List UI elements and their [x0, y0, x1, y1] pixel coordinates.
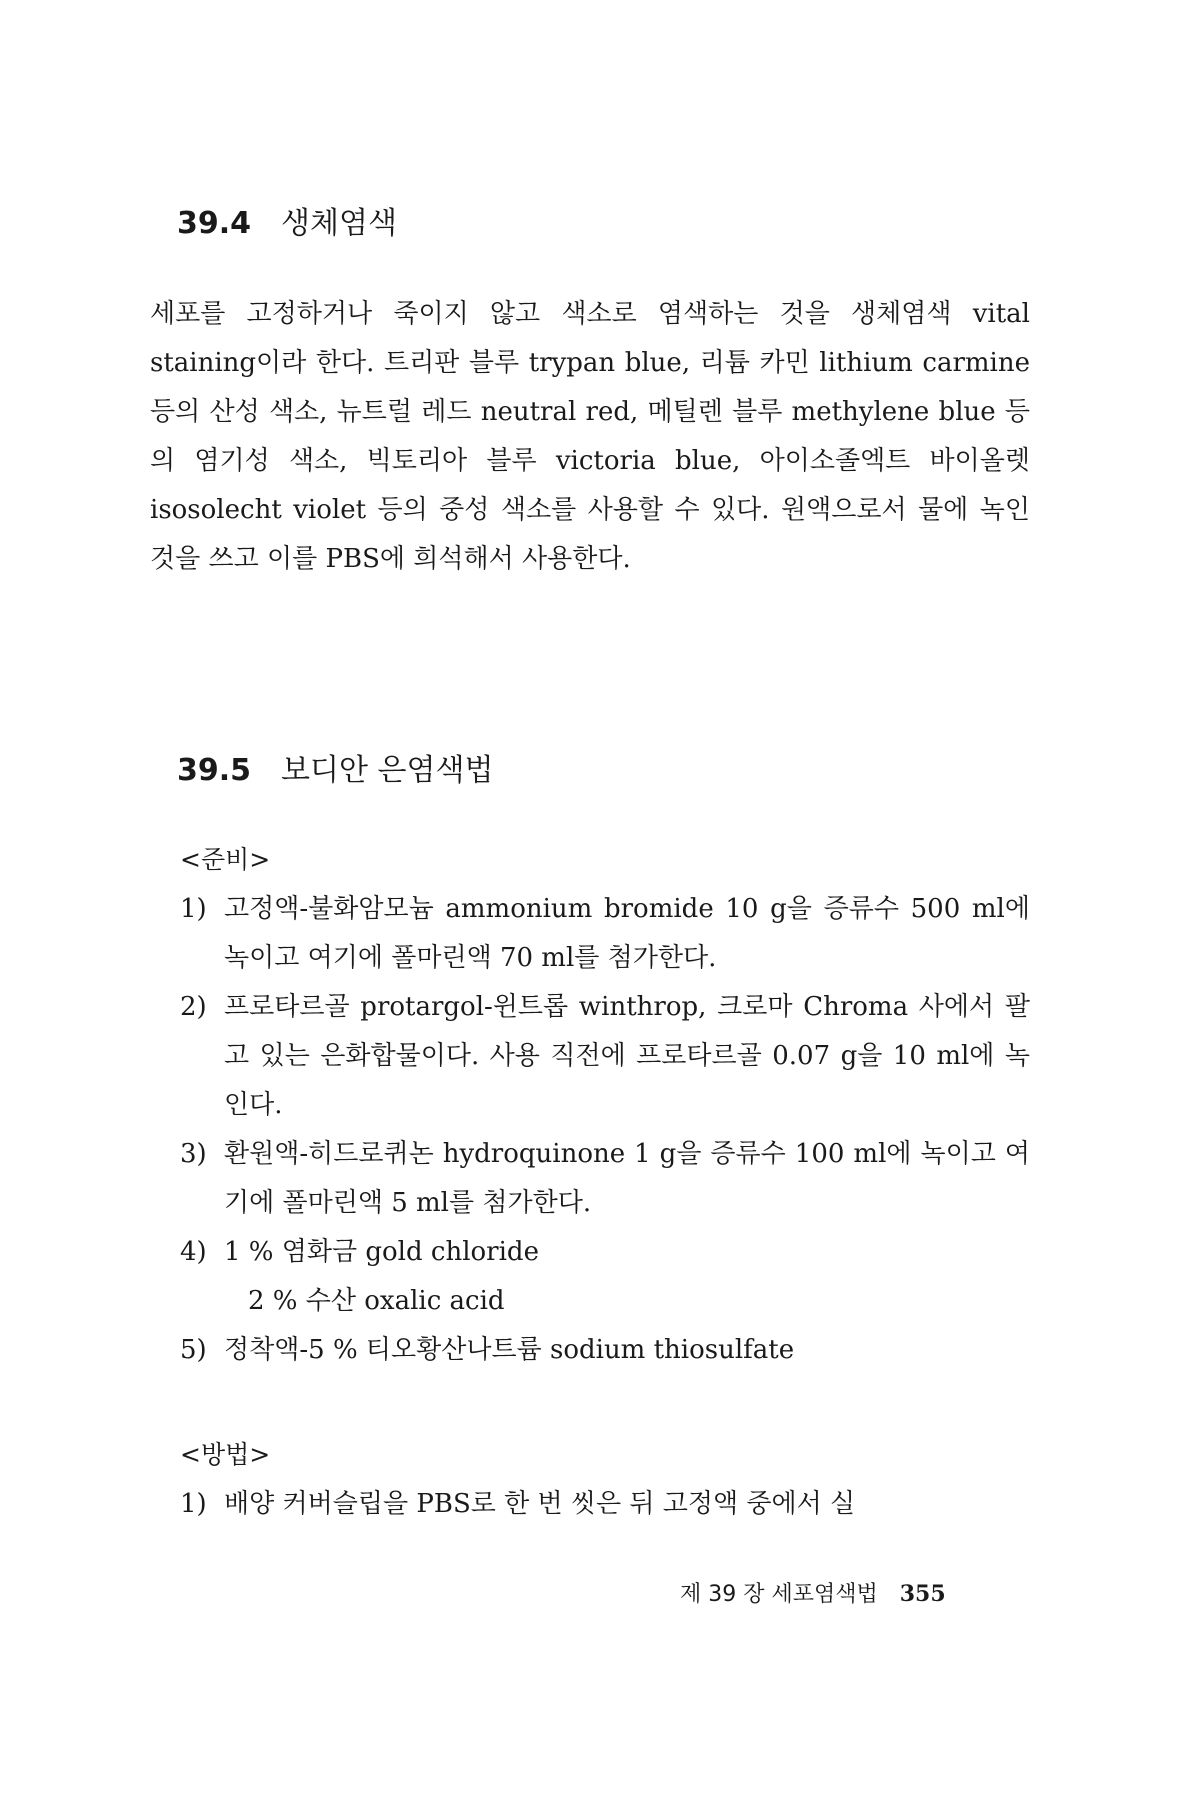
item-text: 배양 커버슬립을 PBS로 한 번 씻은 뒤 고정액 중에서 실	[224, 1489, 856, 1519]
section-title: 생체염색	[281, 206, 397, 241]
item-text: 고정액-불화암모늄 ammonium bromide 10 g을 증류수 500 ml에 녹이고 여기에 폴마린액 70 ml를 첨가한다.	[224, 894, 1030, 973]
list-item	[180, 1480, 1030, 1529]
page-footer	[680, 1577, 946, 1608]
page-number: 355	[899, 1581, 946, 1607]
section-paragraph: 세포를 고정하거나 죽이지 않고 색소로 염색하는 것을 생체염색 vital staining이라 한다. 트리판 블루 trypan blue, 리튬 카민 lithium carmine 등의 산성 색소, 뉴트럴 레드 neutral red, 메틸렌 블루 methylene blue 등의 염기성 색소, 빅토리아 블루 victoria blue, 아이소졸엑트 바이올렛 isosolecht violet 등의 중성 색소를 사용할 수 있다. 원액으로서 물에 녹인 것을 쓰고 이를 PBS에 희석해서 사용한다.	[150, 299, 1030, 574]
item-number: 5)	[180, 1335, 207, 1365]
section-heading-39-5	[177, 745, 493, 789]
method-label: <방법>	[180, 1440, 271, 1469]
method-list	[180, 1480, 1030, 1529]
list-item	[180, 1130, 1030, 1228]
section-heading-39-4	[177, 198, 397, 242]
list-item	[180, 885, 1030, 983]
section-number: 39.4	[177, 206, 252, 241]
item-number: 2)	[180, 992, 207, 1022]
list-item	[180, 983, 1030, 1130]
chapter-title: 제 39 장 세포염색법	[680, 1582, 878, 1607]
preparation-label: <준비>	[180, 845, 271, 874]
item-number: 3)	[180, 1139, 207, 1169]
list-item	[180, 1326, 1030, 1375]
item-number: 4)	[180, 1237, 207, 1267]
item-text: 정착액-5 % 티오황산나트륨 sodium thiosulfate	[224, 1335, 795, 1365]
item-subtext: 2 % 수산 oxalic acid	[248, 1286, 505, 1316]
list-item	[180, 1228, 1030, 1326]
item-text: 1 % 염화금 gold chloride	[224, 1237, 539, 1267]
item-number: 1)	[180, 894, 207, 924]
item-number: 1)	[180, 1489, 207, 1519]
preparation-list	[180, 885, 1030, 1375]
item-text: 환원액-히드로퀴논 hydroquinone 1 g을 증류수 100 ml에 녹이고 여기에 폴마린액 5 ml를 첨가한다.	[224, 1139, 1030, 1218]
section-title: 보디안 은염색법	[281, 753, 494, 788]
item-text: 프로타르골 protargol-윈트롭 winthrop, 크로마 Chroma 사에서 팔고 있는 은화합물이다. 사용 직전에 프로타르골 0.07 g을 10 ml에 녹인다.	[224, 992, 1030, 1120]
section-number: 39.5	[177, 753, 252, 788]
